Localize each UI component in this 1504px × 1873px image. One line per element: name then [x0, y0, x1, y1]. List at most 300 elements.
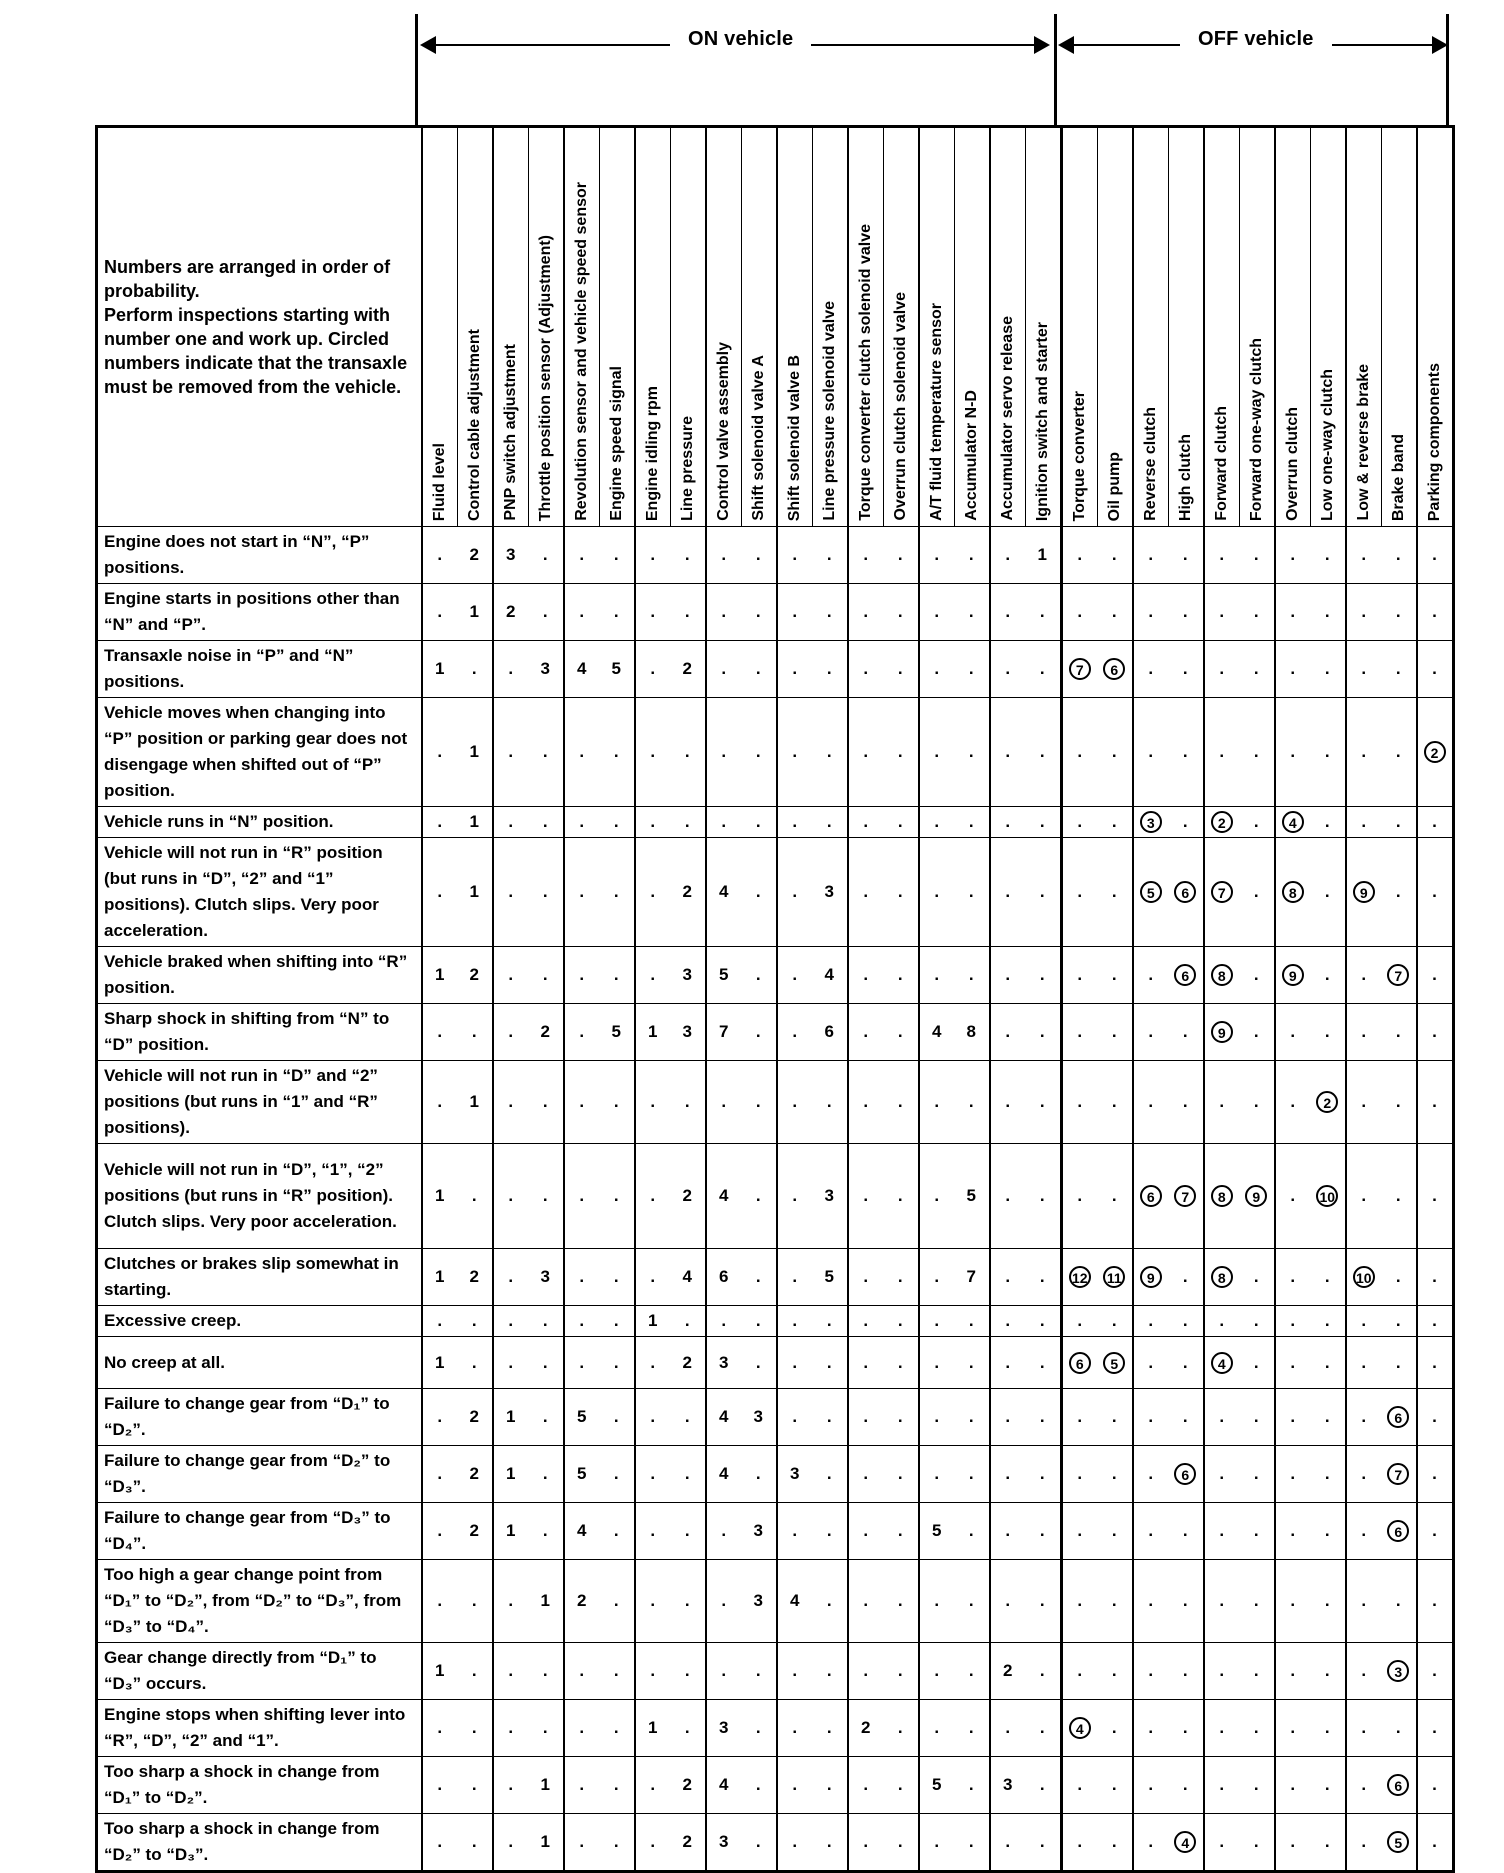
value-cell: . [422, 584, 458, 641]
value-cell: . [1381, 584, 1417, 641]
value-cell: . [457, 1700, 493, 1757]
value-cell: . [564, 947, 600, 1004]
value-cell: . [1239, 1757, 1275, 1814]
value-cell: . [812, 1700, 848, 1757]
value-cell: 3 [528, 1249, 564, 1306]
value-cell: . [635, 1446, 671, 1503]
value-cell: . [635, 807, 671, 838]
value-cell: 1 [422, 1144, 458, 1249]
value-cell: . [599, 527, 635, 584]
column-header [883, 127, 919, 527]
column-header [1061, 127, 1097, 527]
value-cell: . [1061, 1814, 1097, 1872]
circled-number: 6 [1387, 1520, 1409, 1542]
value-cell: . [1346, 1560, 1382, 1643]
circled-number: 6 [1174, 881, 1196, 903]
value-cell: 5 [919, 1757, 955, 1814]
value-cell: . [1025, 1757, 1061, 1814]
value-cell: 5 [812, 1249, 848, 1306]
value-cell: . [1133, 698, 1169, 807]
value-cell: . [493, 1643, 529, 1700]
value-cell [1061, 641, 1097, 698]
value-cell: . [812, 698, 848, 807]
column-header [777, 127, 813, 527]
value-cell: . [422, 1814, 458, 1872]
column-header-label: Fluid level [430, 442, 448, 521]
value-cell: 2 [670, 1757, 706, 1814]
value-cell: . [599, 1061, 635, 1144]
table-row [97, 1004, 1454, 1061]
value-cell: . [812, 1306, 848, 1337]
value-cell [1204, 1337, 1240, 1389]
value-cell: . [457, 1144, 493, 1249]
value-cell: . [919, 1144, 955, 1249]
value-cell: . [670, 1503, 706, 1560]
value-cell: . [528, 698, 564, 807]
value-cell: 4 [706, 1389, 742, 1446]
value-cell: . [919, 1560, 955, 1643]
value-cell: . [1025, 1700, 1061, 1757]
value-cell: . [1381, 1560, 1417, 1643]
value-cell: . [1275, 1560, 1311, 1643]
symptom-cell: Vehicle runs in “N” position. [97, 807, 422, 838]
column-header [1204, 127, 1240, 527]
value-cell: . [528, 838, 564, 947]
value-cell: . [599, 1446, 635, 1503]
value-cell [1133, 1249, 1169, 1306]
value-cell: . [990, 838, 1026, 947]
circled-number: 6 [1387, 1406, 1409, 1428]
value-cell: . [528, 1446, 564, 1503]
value-cell: . [741, 1061, 777, 1144]
value-cell: . [1381, 1306, 1417, 1337]
value-cell: 1 [635, 1700, 671, 1757]
value-cell: 3 [670, 947, 706, 1004]
circled-number: 3 [1387, 1660, 1409, 1682]
value-cell: . [1417, 1389, 1454, 1446]
column-header-label: Low & reverse brake [1354, 364, 1372, 521]
value-cell: . [1025, 1144, 1061, 1249]
value-cell: . [1310, 641, 1346, 698]
value-cell: . [1417, 947, 1454, 1004]
value-cell: . [1275, 1700, 1311, 1757]
value-cell: . [1133, 1389, 1169, 1446]
circled-number: 7 [1211, 881, 1233, 903]
column-header [919, 127, 955, 527]
value-cell: . [1025, 698, 1061, 807]
value-cell: . [883, 947, 919, 1004]
value-cell: . [919, 807, 955, 838]
column-header-label: Throttle position sensor (Adjustment) [536, 234, 554, 521]
value-cell: . [635, 1249, 671, 1306]
value-cell: . [493, 698, 529, 807]
value-cell: 4 [670, 1249, 706, 1306]
value-cell: 8 [954, 1004, 990, 1061]
value-cell: . [1025, 1061, 1061, 1144]
value-cell: . [848, 1503, 884, 1560]
value-cell: . [1275, 1004, 1311, 1061]
table-row [97, 641, 1454, 698]
value-cell: . [1239, 1446, 1275, 1503]
value-cell: . [1097, 1757, 1133, 1814]
value-cell: . [528, 807, 564, 838]
value-cell: . [883, 1757, 919, 1814]
value-cell: . [1204, 527, 1240, 584]
value-cell: . [635, 527, 671, 584]
value-cell: . [670, 1061, 706, 1144]
circled-number: 2 [1211, 811, 1233, 833]
column-header-label: Forward clutch [1212, 406, 1230, 521]
value-cell: . [848, 1560, 884, 1643]
value-cell: . [1346, 641, 1382, 698]
value-cell: 5 [564, 1446, 600, 1503]
section-divider-middle [1054, 14, 1057, 128]
value-cell: . [1346, 1757, 1382, 1814]
column-header [1097, 127, 1133, 527]
value-cell: . [1133, 1814, 1169, 1872]
value-cell: . [422, 1306, 458, 1337]
value-cell: . [1061, 1144, 1097, 1249]
value-cell: . [919, 1306, 955, 1337]
value-cell: . [883, 1503, 919, 1560]
value-cell: . [706, 698, 742, 807]
value-cell [1239, 1144, 1275, 1249]
value-cell: 5 [599, 641, 635, 698]
value-cell: . [670, 527, 706, 584]
value-cell: 1 [635, 1306, 671, 1337]
value-cell [1133, 807, 1169, 838]
circled-number: 6 [1387, 1774, 1409, 1796]
value-cell: . [1346, 527, 1382, 584]
value-cell: 1 [528, 1560, 564, 1643]
value-cell: . [564, 1061, 600, 1144]
value-cell: . [1025, 947, 1061, 1004]
value-cell: . [670, 1560, 706, 1643]
value-cell [1061, 1337, 1097, 1389]
value-cell [1381, 947, 1417, 1004]
value-cell: . [812, 1503, 848, 1560]
value-cell: . [422, 807, 458, 838]
value-cell: . [1239, 1643, 1275, 1700]
section-header [0, 0, 1504, 128]
value-cell: . [848, 838, 884, 947]
value-cell: . [741, 1249, 777, 1306]
value-cell: 3 [812, 838, 848, 947]
value-cell: . [1275, 641, 1311, 698]
value-cell: 2 [670, 1337, 706, 1389]
value-cell: . [990, 641, 1026, 698]
value-cell: . [990, 1700, 1026, 1757]
value-cell: . [1097, 1389, 1133, 1446]
value-cell: . [599, 1560, 635, 1643]
value-cell: . [528, 1643, 564, 1700]
value-cell: . [1275, 1757, 1311, 1814]
symptom-cell: Failure to change gear from “D₂” to “D₃”. [97, 1446, 422, 1503]
value-cell: . [1025, 1337, 1061, 1389]
value-cell: . [599, 1337, 635, 1389]
value-cell: . [1346, 1503, 1382, 1560]
value-cell: . [670, 807, 706, 838]
value-cell: . [1133, 584, 1169, 641]
column-header [670, 127, 706, 527]
value-cell: . [1381, 1337, 1417, 1389]
value-cell: . [1133, 1337, 1169, 1389]
value-cell: . [1097, 947, 1133, 1004]
value-cell: . [812, 1389, 848, 1446]
value-cell: 2 [848, 1700, 884, 1757]
value-cell: . [493, 641, 529, 698]
value-cell: 2 [457, 527, 493, 584]
section-divider-right [1446, 14, 1449, 128]
value-cell: . [1061, 527, 1097, 584]
circled-number: 7 [1387, 964, 1409, 986]
value-cell: . [1275, 1249, 1311, 1306]
value-cell: . [777, 1757, 813, 1814]
value-cell: . [635, 1560, 671, 1643]
value-cell: . [599, 838, 635, 947]
value-cell: . [599, 1757, 635, 1814]
value-cell: 4 [777, 1560, 813, 1643]
value-cell: . [883, 1004, 919, 1061]
column-header [706, 127, 742, 527]
value-cell: 5 [706, 947, 742, 1004]
value-cell: . [919, 1700, 955, 1757]
circled-number: 10 [1316, 1185, 1338, 1207]
value-cell: . [1097, 1643, 1133, 1700]
value-cell: . [1061, 1757, 1097, 1814]
value-cell: . [990, 1249, 1026, 1306]
value-cell: 4 [706, 838, 742, 947]
value-cell: . [1025, 1004, 1061, 1061]
value-cell: . [599, 1249, 635, 1306]
value-cell: . [1346, 584, 1382, 641]
value-cell: . [1417, 1643, 1454, 1700]
value-cell: . [1239, 641, 1275, 698]
value-cell: . [1097, 1700, 1133, 1757]
value-cell: . [812, 1814, 848, 1872]
circled-number: 8 [1211, 964, 1233, 986]
value-cell: . [599, 1814, 635, 1872]
value-cell: . [528, 1700, 564, 1757]
value-cell: . [493, 838, 529, 947]
value-cell: . [990, 1004, 1026, 1061]
value-cell: . [1310, 1757, 1346, 1814]
value-cell: . [990, 1337, 1026, 1389]
value-cell: . [1275, 584, 1311, 641]
value-cell: . [1168, 1700, 1204, 1757]
value-cell [1168, 1446, 1204, 1503]
value-cell: 5 [564, 1389, 600, 1446]
value-cell: . [1310, 1249, 1346, 1306]
value-cell: . [1381, 807, 1417, 838]
value-cell: . [954, 1757, 990, 1814]
value-cell: . [528, 947, 564, 1004]
value-cell: . [1061, 1503, 1097, 1560]
circled-number: 8 [1211, 1185, 1233, 1207]
value-cell: . [670, 584, 706, 641]
value-cell: 6 [706, 1249, 742, 1306]
circled-number: 3 [1140, 811, 1162, 833]
value-cell: . [990, 1814, 1026, 1872]
value-cell: . [1417, 1814, 1454, 1872]
value-cell: . [564, 1004, 600, 1061]
value-cell [1381, 1643, 1417, 1700]
table-row [97, 1814, 1454, 1872]
value-cell: . [422, 1389, 458, 1446]
column-header-label: PNP switch adjustment [501, 344, 519, 521]
table-row [97, 1503, 1454, 1560]
value-cell: . [457, 1643, 493, 1700]
value-cell: . [1417, 1446, 1454, 1503]
value-cell: . [777, 1389, 813, 1446]
column-header-label: Torque converter clutch solenoid valve [856, 224, 874, 521]
value-cell: . [599, 1306, 635, 1337]
value-cell: . [954, 1560, 990, 1643]
value-cell: . [990, 947, 1026, 1004]
value-cell: 1 [635, 1004, 671, 1061]
value-cell: . [812, 1757, 848, 1814]
value-cell: . [528, 1061, 564, 1144]
value-cell [1346, 1249, 1382, 1306]
symptom-cell: Too sharp a shock in change from “D₂” to “D₃”. [97, 1814, 422, 1872]
value-cell [1168, 1144, 1204, 1249]
column-header [1239, 127, 1275, 527]
value-cell: . [883, 698, 919, 807]
value-cell: . [1239, 1004, 1275, 1061]
column-header [599, 127, 635, 527]
value-cell: . [848, 1004, 884, 1061]
column-header-label: High clutch [1176, 433, 1194, 521]
value-cell: . [635, 838, 671, 947]
value-cell: . [1417, 1700, 1454, 1757]
circled-number: 9 [1353, 881, 1375, 903]
column-header [990, 127, 1026, 527]
value-cell: . [954, 1389, 990, 1446]
value-cell: . [848, 1446, 884, 1503]
value-cell: 1 [457, 838, 493, 947]
value-cell: . [422, 838, 458, 947]
value-cell: . [777, 1814, 813, 1872]
value-cell: . [564, 527, 600, 584]
value-cell: . [919, 838, 955, 947]
circled-number: 9 [1245, 1185, 1267, 1207]
value-cell: . [457, 1757, 493, 1814]
value-cell: . [1168, 1503, 1204, 1560]
value-cell: . [848, 807, 884, 838]
value-cell: 1 [457, 698, 493, 807]
symptom-cell: Too high a gear change point from “D₁” to “D₂”, from “D₂” to “D₃”, from “D₃” to “D₄”. [97, 1560, 422, 1643]
value-cell: . [706, 807, 742, 838]
value-cell: 1 [422, 1337, 458, 1389]
value-cell: . [635, 1814, 671, 1872]
value-cell: . [1133, 1757, 1169, 1814]
value-cell: . [1275, 1144, 1311, 1249]
value-cell: 2 [670, 1814, 706, 1872]
value-cell: . [1346, 1337, 1382, 1389]
value-cell: . [990, 584, 1026, 641]
value-cell: . [1381, 698, 1417, 807]
symptom-cell: Vehicle will not run in “D”, “1”, “2” positions (but runs in “R” position). Clutch slips. Very poor acceleration. [97, 1144, 422, 1249]
value-cell: . [1310, 1004, 1346, 1061]
value-cell: . [990, 1446, 1026, 1503]
value-cell: . [1310, 1306, 1346, 1337]
value-cell: . [919, 947, 955, 1004]
symptom-cell: No creep at all. [97, 1337, 422, 1389]
value-cell: . [777, 1306, 813, 1337]
value-cell: . [1239, 1061, 1275, 1144]
value-cell: . [848, 1306, 884, 1337]
value-cell: . [670, 1389, 706, 1446]
value-cell: . [990, 1061, 1026, 1144]
value-cell: . [1417, 1306, 1454, 1337]
value-cell: . [741, 947, 777, 1004]
column-header [1417, 127, 1454, 527]
value-cell: . [741, 838, 777, 947]
value-cell: . [635, 1643, 671, 1700]
column-header-label: Oil pump [1105, 451, 1123, 521]
value-cell: . [564, 807, 600, 838]
symptom-cell: Engine starts in positions other than “N” and “P”. [97, 584, 422, 641]
value-cell: 5 [919, 1503, 955, 1560]
value-cell: . [1025, 807, 1061, 838]
column-header-label: Engine speed signal [607, 366, 625, 521]
table-row [97, 1446, 1454, 1503]
value-cell: . [777, 807, 813, 838]
value-cell: . [1275, 1503, 1311, 1560]
value-cell: . [741, 1144, 777, 1249]
value-cell: . [919, 1389, 955, 1446]
value-cell: . [493, 807, 529, 838]
value-cell: 3 [741, 1503, 777, 1560]
value-cell: . [1417, 838, 1454, 947]
value-cell: . [1310, 1814, 1346, 1872]
value-cell: . [706, 584, 742, 641]
value-cell [1061, 1700, 1097, 1757]
value-cell: . [883, 1814, 919, 1872]
value-cell: . [1133, 947, 1169, 1004]
value-cell: 4 [812, 947, 848, 1004]
column-header [564, 127, 600, 527]
value-cell: . [919, 1643, 955, 1700]
value-cell: 1 [528, 1757, 564, 1814]
value-cell: . [1204, 641, 1240, 698]
value-cell: . [635, 698, 671, 807]
value-cell: . [635, 1757, 671, 1814]
value-cell: . [1310, 947, 1346, 1004]
value-cell: . [1417, 1061, 1454, 1144]
off-vehicle-label: OFF vehicle [1180, 28, 1332, 51]
value-cell: . [1204, 1389, 1240, 1446]
value-cell: . [1239, 698, 1275, 807]
value-cell: . [1346, 807, 1382, 838]
value-cell: . [1417, 1144, 1454, 1249]
column-header-label: Overrun clutch solenoid valve [891, 292, 909, 521]
column-header [635, 127, 671, 527]
value-cell: 2 [457, 947, 493, 1004]
value-cell: . [848, 527, 884, 584]
column-header [493, 127, 529, 527]
value-cell: . [1239, 584, 1275, 641]
value-cell: . [1239, 1700, 1275, 1757]
value-cell: . [1381, 838, 1417, 947]
value-cell: . [1025, 1446, 1061, 1503]
column-header [848, 127, 884, 527]
circled-number: 7 [1174, 1185, 1196, 1207]
table-row [97, 1337, 1454, 1389]
value-cell: . [1168, 1643, 1204, 1700]
value-cell: . [1381, 1700, 1417, 1757]
value-cell: . [635, 947, 671, 1004]
